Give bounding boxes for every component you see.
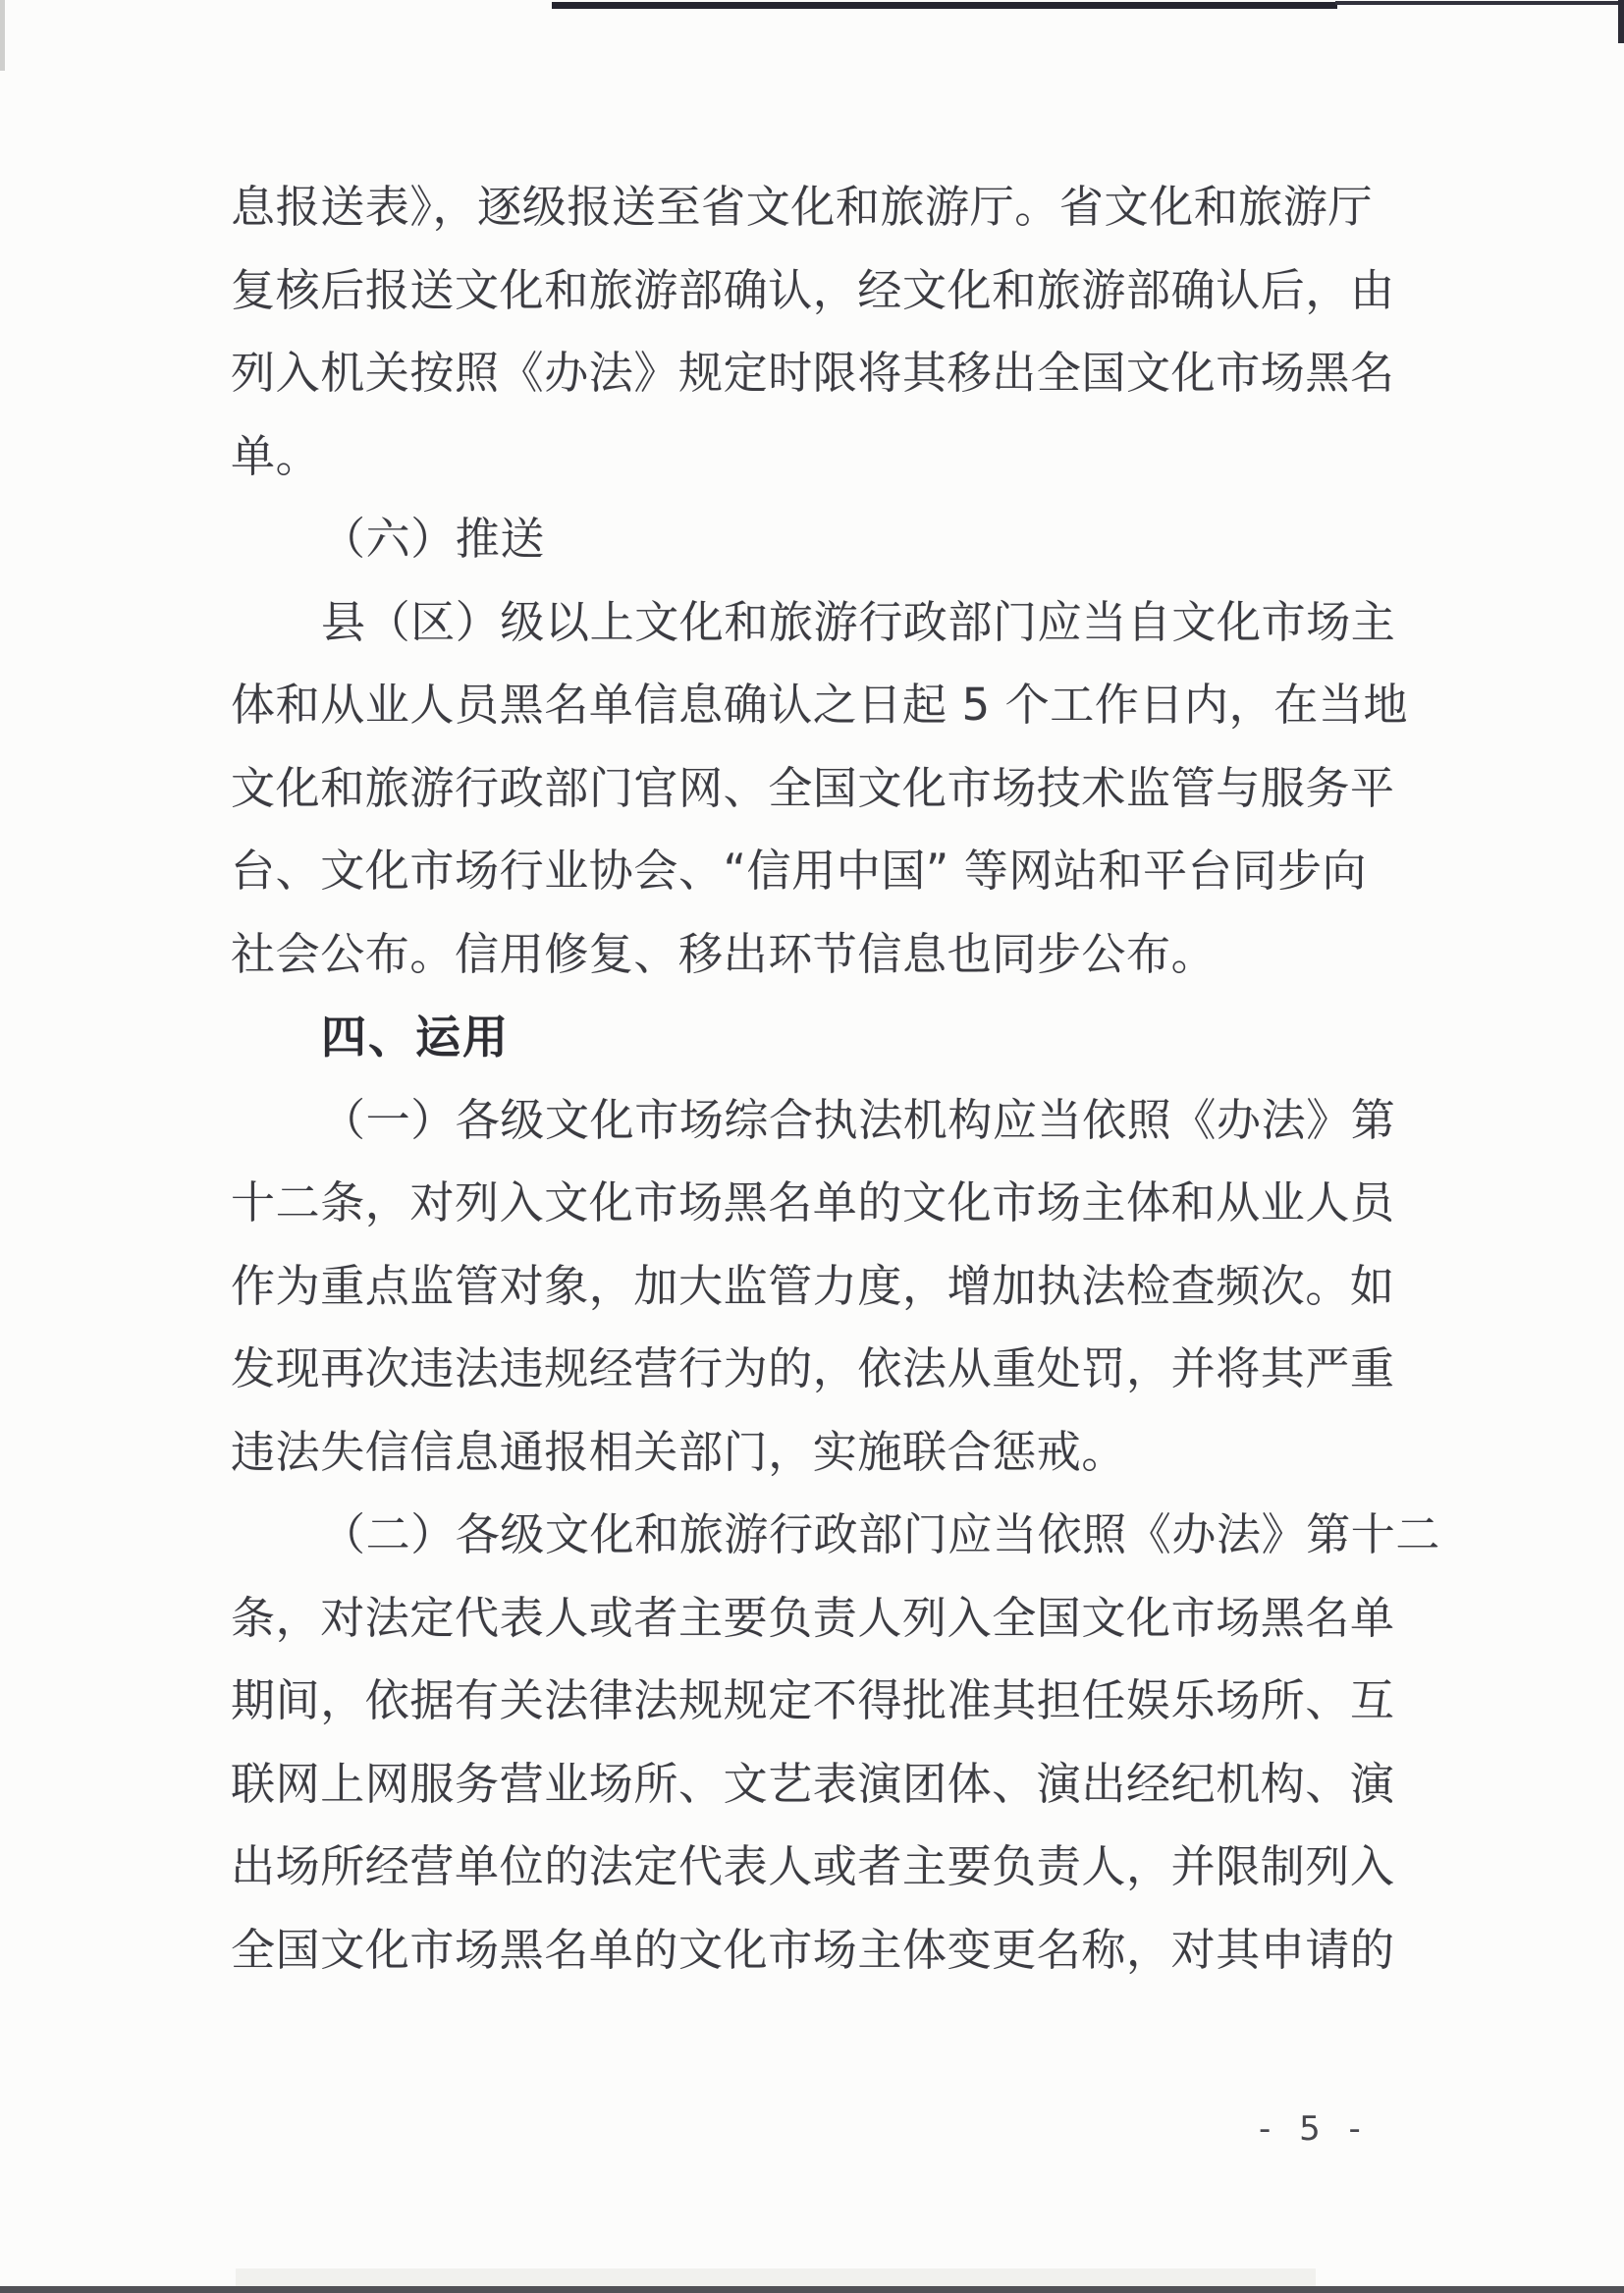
text-line: 单。 bbox=[231, 429, 321, 482]
scan-artifact-top-bar bbox=[552, 2, 1337, 9]
text-line: （二）各级文化和旅游行政部门应当依照《办法》第十二 bbox=[321, 1508, 1441, 1560]
text-line: 条，对法定代表人或者主要负责人列入全国文化市场黑名单 bbox=[231, 1591, 1395, 1644]
document-body bbox=[231, 181, 1441, 2018]
scan-artifact-left-edge bbox=[0, 0, 5, 71]
text-line: 体和从业人员黑名单信息确认之日起 5 个工作日内，在当地 bbox=[231, 679, 1409, 731]
text-line: 发现再次违法违规经营行为的，依法从重处罚，并将其严重 bbox=[231, 1342, 1395, 1394]
section-heading: 四、运用 bbox=[321, 1010, 510, 1064]
text-line: 社会公布。信用修复、移出环节信息也同步公布。 bbox=[231, 927, 1217, 980]
scan-artifact-bottom-edge bbox=[0, 2286, 1624, 2293]
text-line: 列入机关按照《办法》规定时限将其移出全国文化市场黑名 bbox=[231, 347, 1395, 399]
text-line: 作为重点监管对象，加大监管力度，增加执法检查频次。如 bbox=[231, 1259, 1395, 1312]
text-line: 十二条，对列入文化市场黑名单的文化市场主体和从业人员 bbox=[231, 1176, 1395, 1228]
text-line: 县（区）级以上文化和旅游行政部门应当自文化市场主 bbox=[321, 595, 1396, 648]
text-line: 联网上网服务营业场所、文艺表演团体、演出经纪机构、演 bbox=[231, 1757, 1395, 1810]
text-line: （一）各级文化市场综合执法机构应当依照《办法》第 bbox=[321, 1093, 1396, 1146]
scan-artifact-right-edge bbox=[1618, 0, 1624, 43]
text-line: 台、文化市场行业协会、“信用中国” 等网站和平台同步向 bbox=[231, 845, 1368, 897]
text-line: 违法失信信息通报相关部门，实施联合惩戒。 bbox=[231, 1425, 1127, 1478]
text-line: 全国文化市场黑名单的文化市场主体变更名称，对其申请的 bbox=[231, 1923, 1395, 1976]
text-line: 息报送表》，逐级报送至省文化和旅游厅。省文化和旅游厅 bbox=[231, 181, 1374, 233]
scan-artifact-top-bar-thin bbox=[1335, 1, 1624, 5]
text-line: 出场所经营单位的法定代表人或者主要负责人，并限制列入 bbox=[231, 1840, 1395, 1892]
text-line: 文化和旅游行政部门官网、全国文化市场技术监管与服务平 bbox=[231, 761, 1395, 814]
text-line: 期间，依据有关法律法规规定不得批准其担任娱乐场所、互 bbox=[231, 1674, 1395, 1726]
scan-artifact-bottom-haze bbox=[236, 2268, 1316, 2286]
text-line: （六）推送 bbox=[321, 513, 546, 565]
page-number: - 5 - bbox=[1259, 2109, 1370, 2149]
text-line: 复核后报送文化和旅游部确认，经文化和旅游部确认后，由 bbox=[231, 263, 1395, 316]
